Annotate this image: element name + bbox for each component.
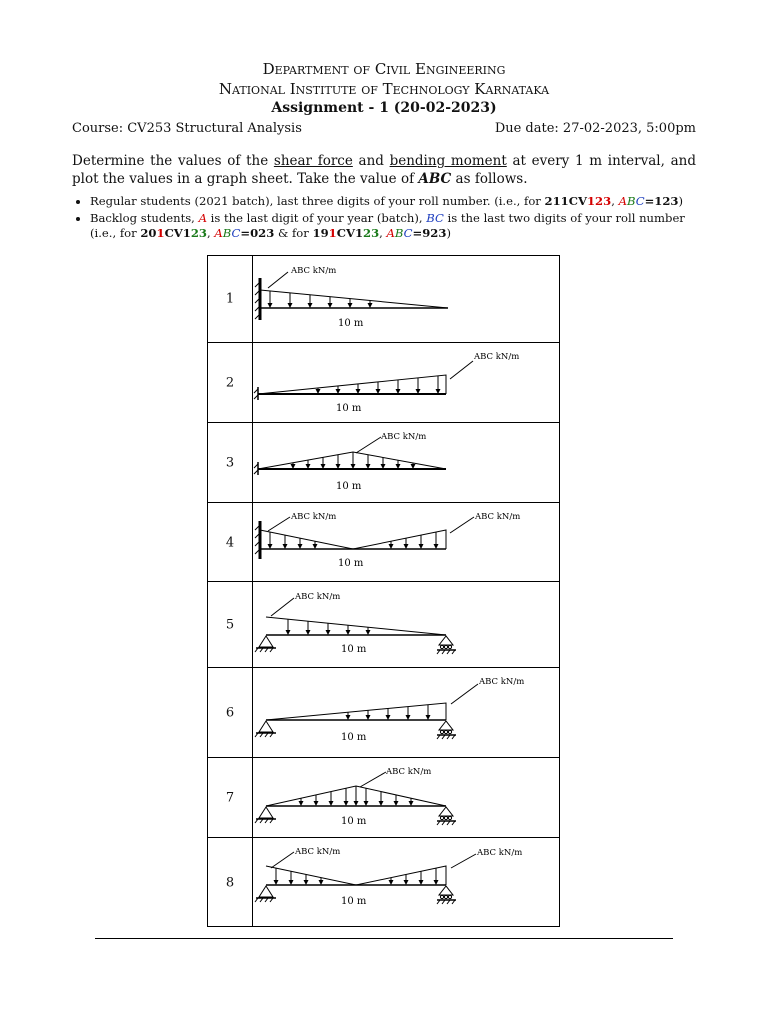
beam-diagram [208,838,559,927]
load-label: ABC kN/m [295,847,341,857]
problem-row [208,667,559,758]
instructions-paragraph: Determine the values of the shear force and bending moment at every 1 m interval, and plot the values in a graph sheet. Take the value of ABC as follows. [72,153,696,187]
span-label: 10 m [341,732,367,743]
roller-support [437,886,456,904]
problem-row [208,342,559,423]
load-label-right: ABC kN/m [477,848,523,858]
pin-support [255,721,276,737]
pin-support [255,807,276,823]
beam-diagram [208,423,559,503]
span-label: 10 m [338,318,364,329]
load-label: ABC kN/m [291,266,337,276]
problem-number: 4 [225,535,235,550]
problem-number: 8 [225,875,235,890]
problem-row [208,422,559,503]
load-label: ABC kN/m [386,767,432,777]
span-label: 10 m [336,481,362,492]
institute-heading: National Institute of Technology Karnataka [218,80,550,98]
beam-diagram [208,668,559,758]
shear-force-term: shear force [273,153,353,169]
problems-table [207,255,560,927]
instructions-list [72,194,714,243]
problem-number: 2 [225,375,235,391]
span-label: 10 m [341,896,367,907]
load-label: ABC kN/m [295,592,341,602]
problem-number: 3 [225,455,235,471]
department-heading: Department of Civil Engineering [262,60,506,78]
problem-number: 7 [225,790,235,806]
beam-diagram [208,343,559,423]
problem-row [208,581,559,668]
due-date: Due date: 27-02-2023, 5:00pm [494,121,696,136]
roller-support [437,636,456,654]
course-info: Course: CV253 Structural Analysis [72,121,302,136]
bending-moment-term: bending moment [389,153,507,169]
beam-diagram [208,503,559,582]
abc-term: ABC [418,171,452,187]
span-label: 10 m [338,558,364,569]
roller-support [437,721,456,739]
problem-number: 1 [225,291,235,307]
assignment-title: Assignment - 1 (20-02-2023) [271,100,497,116]
problem-row [208,757,559,838]
pin-support [255,636,276,652]
beam-diagram [208,256,559,342]
load-label: ABC kN/m [291,512,337,522]
list-item: • Regular students (2021 batch), last three digits of your roll number. (i.e., for 211CV123, ABC=123) [90,194,714,209]
roller-support [437,807,456,825]
list-item: • Backlog students, A is the last digit of your year (batch), BC is the last two digits of your roll number (i.e., for 201CV123, ABC=023 & for 191CV123, ABC=923) [90,211,714,241]
pin-support [255,886,276,902]
load-label: ABC kN/m [381,432,427,442]
problem-number: 5 [225,617,235,633]
problem-row [208,837,559,927]
span-label: 10 m [341,644,367,655]
beam-diagram [208,758,559,838]
load-label-right: ABC kN/m [475,512,521,522]
problem-row [208,256,559,342]
beam-diagram [208,582,559,668]
load-label: ABC kN/m [479,677,525,687]
footer-rule [95,938,673,939]
problem-number: 6 [225,705,235,721]
problem-row [208,502,559,582]
load-label: ABC kN/m [474,352,520,362]
span-label: 10 m [336,403,362,414]
span-label: 10 m [341,816,367,827]
